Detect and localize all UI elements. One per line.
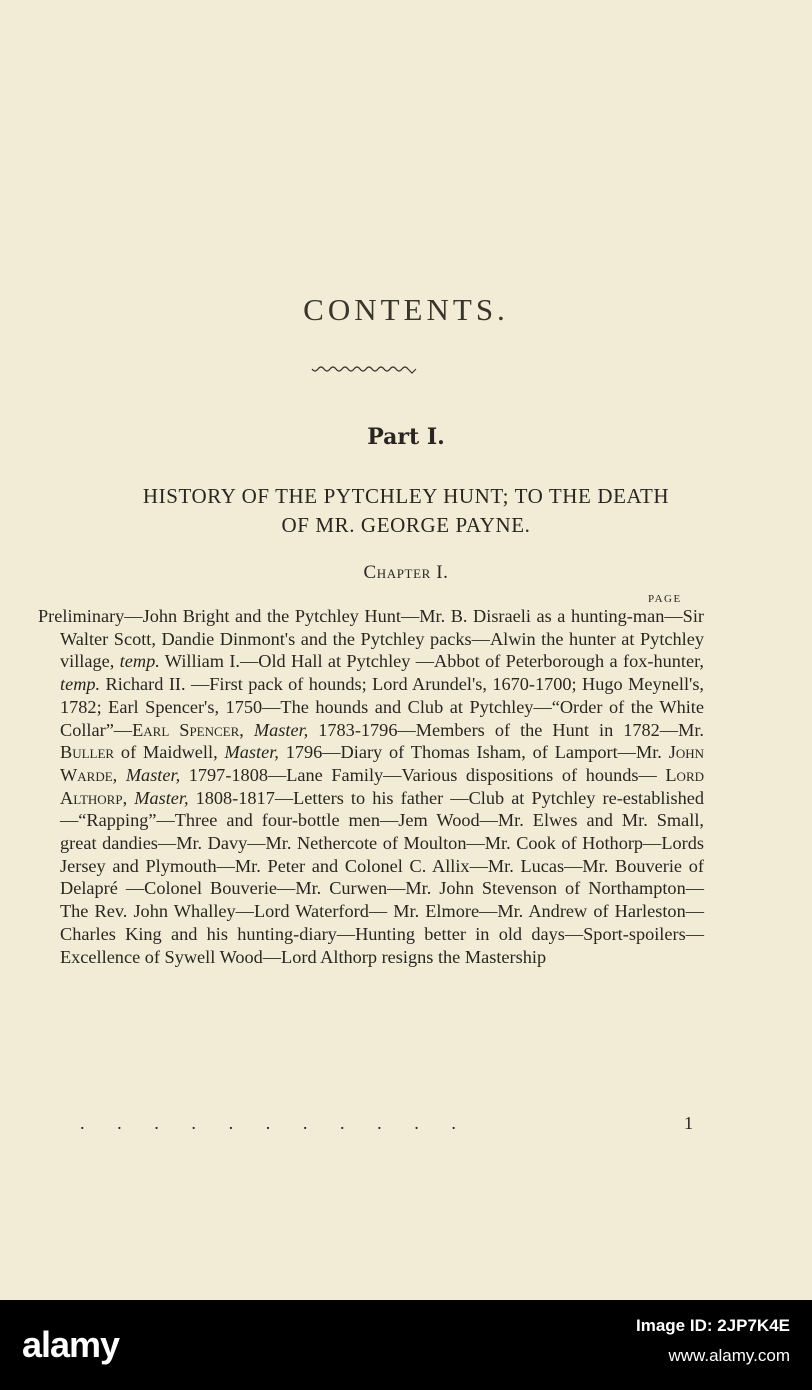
footer-url: www.alamy.com [668, 1346, 790, 1365]
summary-text: Preliminary—John Bright and the Pytchley Hunt—Mr. B. Disraeli as a hunting-man—Sir Walter Scott, Dandie Dinmont's and the Pytchley packs—Alwin the hunter at Pytchley village, [38, 606, 704, 672]
brand-logo: alamy [22, 1324, 120, 1365]
summary-italic: Master, [253, 719, 309, 740]
summary-name: Earl Spencer [132, 719, 240, 740]
page-column-label: PAGE [648, 593, 682, 605]
summary-name: John Warde [60, 742, 704, 785]
watermark-footer [0, 1300, 812, 1390]
part-title-line-2: OF MR. GEORGE PAYNE. [281, 513, 531, 537]
summary-text: , [122, 787, 135, 808]
summary-italic: Master, [224, 742, 279, 763]
page-number: 1 [684, 1113, 694, 1133]
summary-italic: Master, [134, 787, 189, 808]
chapter-summary [38, 605, 704, 968]
summary-italic: temp. [119, 651, 160, 672]
image-id: Image ID: 2JP7K4E [635, 1316, 790, 1335]
summary-text: , [112, 764, 126, 785]
summary-text: , [239, 719, 254, 740]
summary-text: 1808-1817—Letters to his father —Club at Pytchley re-established—“Rapping”—Three and four-bottle men—Jem Wood—Mr. Elwes and Mr. Small, great dandies—Mr. Davy—Mr. Nethercote of Moulton—Mr. Cook of Hothorp—Lords Jersey and Plymouth—Mr. Peter and Colonel C. Allix—Mr. Lucas—Mr. Bouverie of Delapré —Colonel Bouverie—Mr. Curwen—Mr. John Stevenson of Northampton—The Rev. John Whalley—Lord Waterford— Mr. Elmore—Mr. Andrew of Harleston—Charles King and his hunting-diary—Hunting better in old days—Sport-spoilers—Excellence of Sywell Wood—Lord Althorp resigns the Mastership [60, 787, 705, 967]
summary-text: William I.—Old Hall at Pytchley —Abbot of Peterborough a fox-hunter, [159, 651, 704, 672]
summary-text: 1783-1796—Members of the Hunt in 1782—Mr. [308, 719, 704, 740]
chapter-heading: Chapter I. [363, 562, 449, 583]
wavy-ornament [310, 364, 420, 380]
summary-text: 1796—Diary of Thomas Isham, of Lamport—Mr. [278, 742, 669, 763]
part-heading: Part I. [367, 424, 445, 450]
part-title [30, 482, 782, 540]
footer-info [636, 1316, 790, 1366]
summary-text: of Maidwell, [114, 742, 225, 763]
summary-italic: Master, [125, 764, 181, 785]
page-title: CONTENTS. [303, 292, 509, 327]
summary-italic: temp. [60, 674, 101, 695]
summary-text: 1797-1808—Lane Family—Various dispositions of hounds— [180, 764, 666, 785]
summary-name: Lord Althorp [60, 764, 705, 808]
part-title-line-1: HISTORY OF THE PYTCHLEY HUNT; TO THE DEATH [142, 484, 670, 508]
summary-name: Buller [60, 742, 115, 763]
summary-text: Richard II. —First pack of hounds; Lord Arundel's, 1670-1700; Hugo Meynell's, 1782; Earl Spencer's, 1750—The hounds and Club at Pytchley—“Order of the White Collar”— [60, 674, 704, 740]
dot-leaders: . . . . . . . . . . . [80, 1113, 470, 1133]
